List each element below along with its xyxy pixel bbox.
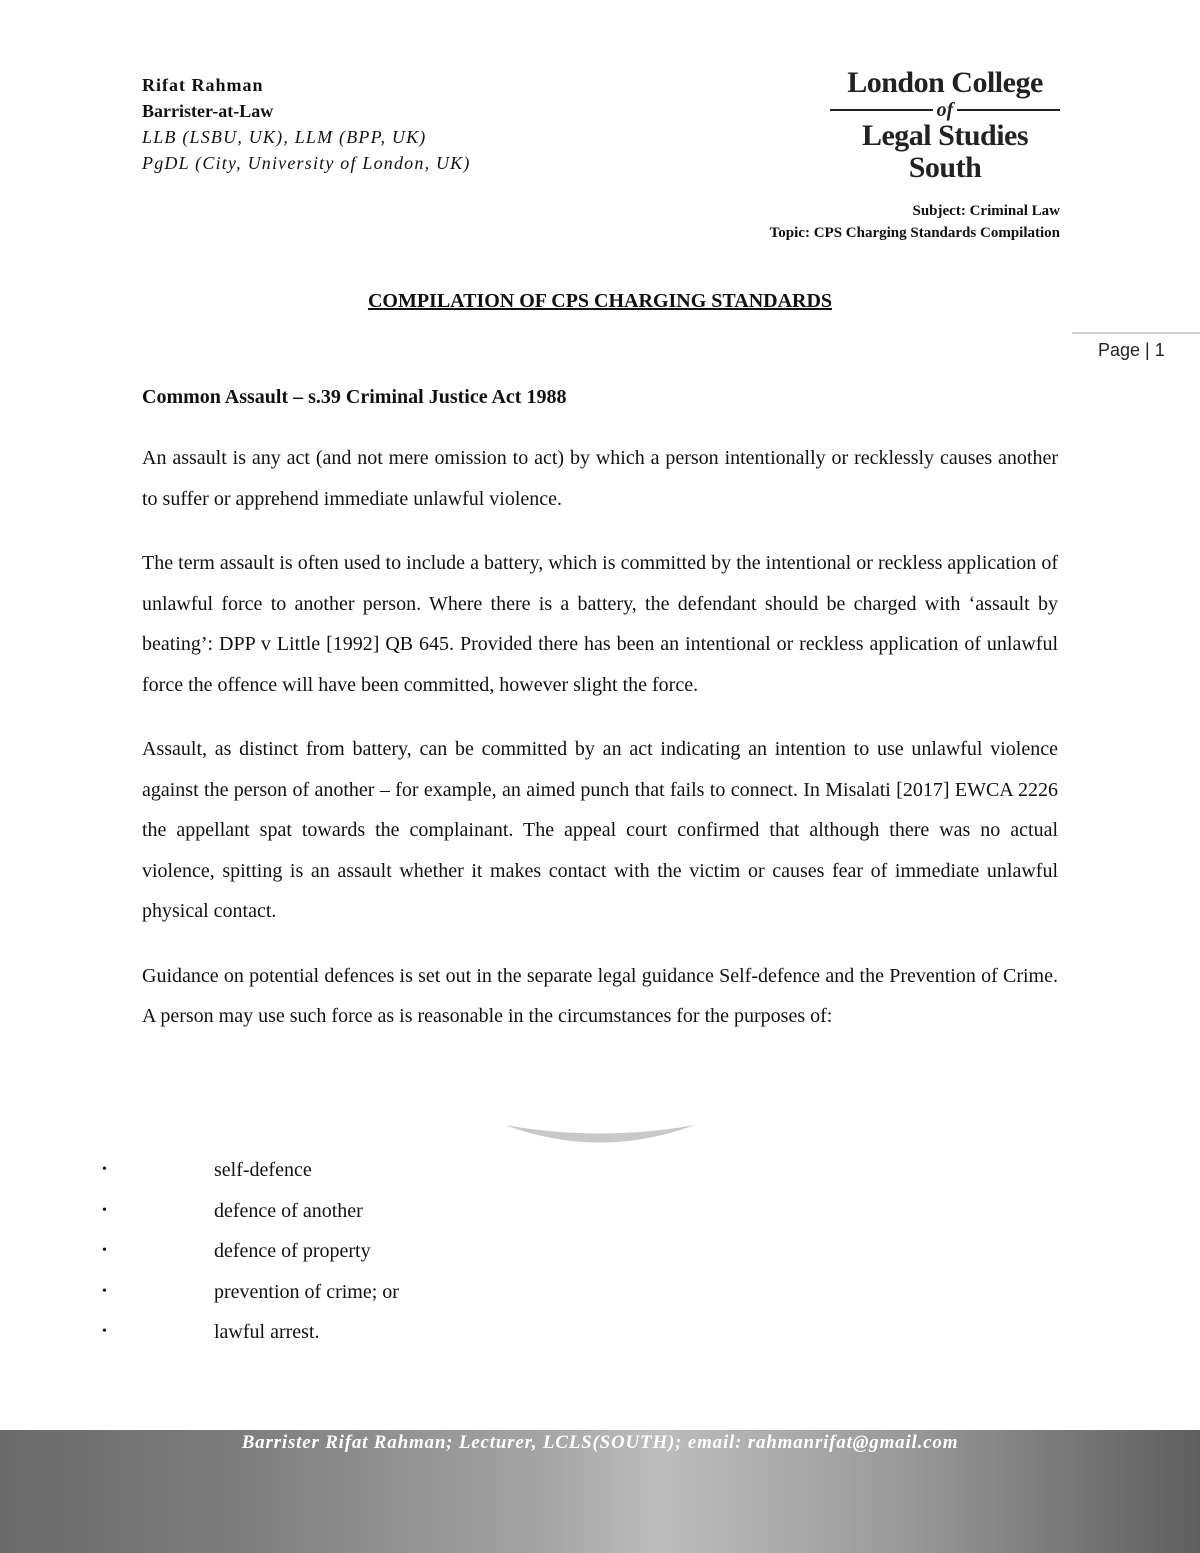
list-item [100,1231,399,1272]
list-item-text: defence of another [214,1199,363,1222]
footer-text: Barrister Rifat Rahman; Lecturer, LCLS(SOUTH); email: rahmanrifat@gmail.com [241,1432,959,1453]
paragraph: Assault, as distinct from battery, can be committed by an act indicating an intention to use unlawful violence against the person of another – for example, an aimed punch that fails to connect. In Misalati [2017] EWCA 2226 the appellant spat towards the complainant. The appeal court confirmed that although there was no actual violence, spitting is an assault whether it makes contact with the victim or causes fear of immediate unlawful physical contact. [142,738,1058,922]
bullet-dot: • [102,1202,107,1218]
topic-line: Topic: CPS Charging Standards Compilation [769,225,1060,241]
paragraph: Guidance on potential defences is set out in the separate legal guidance Self-defence and the Prevention of Crime. A person may use such force as is reasonable in the circumstances for the purposes of: [142,964,1058,1027]
logo-rule-left [830,109,933,111]
bullet-dot: • [102,1283,107,1299]
document-meta [770,200,1060,244]
section-heading: Common Assault – s.39 Criminal Justice Act 1988 [142,386,567,408]
author-qualification-2: PgDL (City, University of London, UK) [142,153,471,173]
author-title: Barrister-at-Law [142,101,274,121]
document-title: COMPILATION OF CPS CHARGING STANDARDS [367,290,833,312]
list-item [100,1191,399,1232]
logo-line-1: London College [847,66,1043,99]
author-block [142,72,471,176]
logo-line-4: South [908,151,982,184]
list-item [100,1272,399,1313]
list-item-text: self-defence [214,1159,312,1181]
list-item [100,1312,399,1353]
college-logo [830,66,1060,184]
list-item-text: defence of property [214,1240,371,1262]
author-qualification-1: LLB (LSBU, UK), LLM (BPP, UK) [142,127,427,147]
subject-line: Subject: Criminal Law [912,203,1060,219]
bullet-dot: • [102,1243,107,1258]
logo-of-row [830,100,1060,120]
main-content [142,382,1058,1061]
list-item [100,1150,399,1191]
decorative-swoosh [500,1120,700,1150]
paragraph: An assault is any act (and not mere omission to act) by which a person intentionally or recklessly causes another to suffer or apprehend immediate unlawful violence. [142,447,1058,510]
paragraph: The term assault is often used to include a battery, which is committed by the intentional or reckless application of unlawful force to another person. Where there is a battery, the defendant should be charged with ‘assault by beating’: DPP v Little [1992] QB 645. Provided there has been an intentional or reckless application of unlawful force the offence will have been committed, however slight the force. [142,552,1058,696]
author-name: Rifat Rahman [142,75,264,95]
logo-line-3: Legal Studies [861,119,1029,152]
page-number: Page | 1 [1072,332,1200,361]
logo-rule-right [957,109,1060,111]
swoosh-shape [505,1125,695,1143]
list-item-text: lawful arrest. [214,1321,320,1343]
bullet-dot: • [102,1162,107,1177]
list-item-text: prevention of crime; or [214,1280,399,1303]
bullet-dot: • [102,1324,107,1339]
logo-of: of [936,99,954,121]
defences-list [100,1150,399,1353]
